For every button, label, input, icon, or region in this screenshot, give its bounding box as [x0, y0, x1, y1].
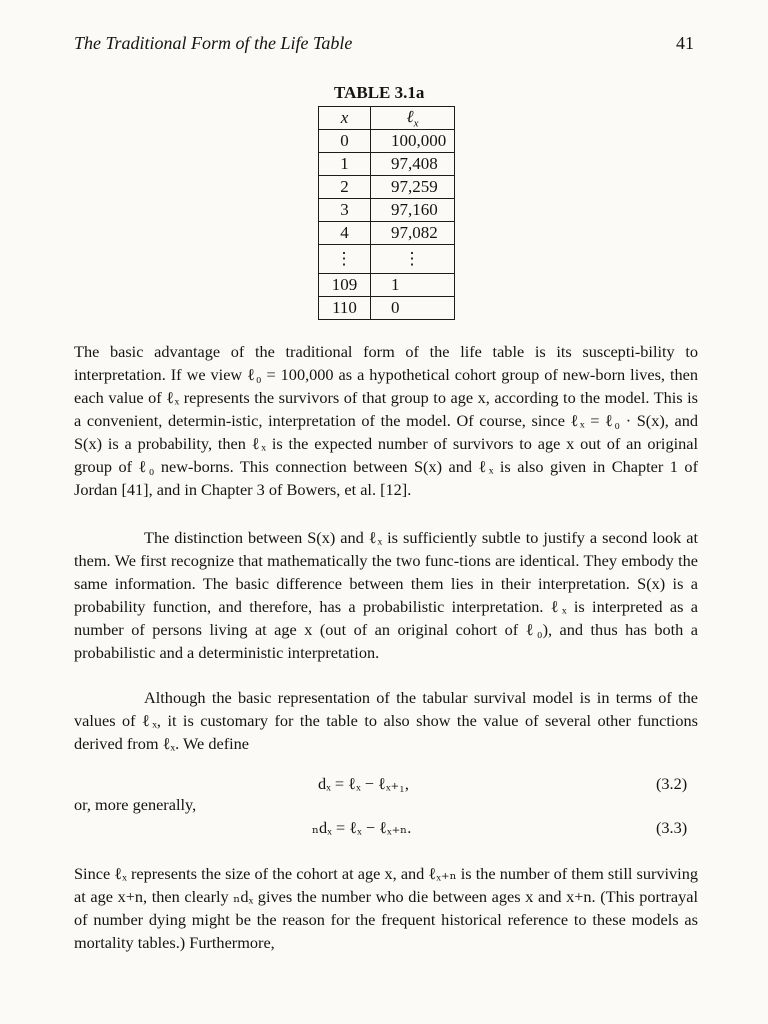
table-row-ellipsis	[319, 245, 455, 274]
cell-survivors: 1	[371, 274, 455, 297]
column-header-lx: ℓ$_x$	[371, 107, 455, 130]
paragraph-distinction: The distinction between S(x) and ℓₓ is sufficiently subtle to justify a second look at them. We first recognize that mathematically the two func-tions are identical. They embody the same information. The basic difference between them lies in their interpretation. S(x) is a probability function, and therefore, has a probabilistic interpretation. ℓₓ is interpreted as a number of persons living at age x (out of an original cohort of ℓ₀), and thus has both a probabilistic and a deterministic interpretation.	[74, 528, 698, 662]
paragraph-cohort: Since ℓₓ represents the size of the cohort at age x, and ℓₓ₊ₙ is the number of them still surviving at age x+n, then clearly ₙdₓ gives the number who die between ages x and x+n. (This portrayal of number dying might be the reason for the frequent historical reference to these models as mortality tables.) Furthermore,	[74, 864, 698, 952]
table-row	[319, 176, 455, 199]
paragraph-advantage: The basic advantage of the traditional form of the life table is its suscepti-bility to interpretation. If we view ℓ₀ = 100,000 as a hypothetical cohort group of new-born lives, then each value of ℓₓ represents the survivors of that group to age x, according to the model. This is a convenient, determin-istic, interpretation of the model. Of course, since ℓₓ = ℓ₀ · S(x), and S(x) is a probability, then ℓₓ is the expected number of survivors to age x out of an original group of ℓ₀ new-borns. This connection between S(x) and ℓₓ is also given in Chapter 1 of Jordan [41], and in Chapter 3 of Bowers, et al. [12].	[74, 342, 698, 499]
cell-age: 0	[319, 130, 371, 153]
cell-age: 2	[319, 176, 371, 199]
table-row	[319, 274, 455, 297]
equation-3-2: dₓ = ℓₓ − ℓₓ₊₁,	[318, 774, 409, 793]
column-header-x: x	[319, 107, 371, 130]
equation-number-3-2: (3.2)	[656, 774, 688, 793]
cell-age: 3	[319, 199, 371, 222]
life-table	[318, 106, 455, 320]
cell-survivors: 97,082	[371, 222, 455, 245]
cell-survivors: 0	[371, 297, 455, 320]
page-number: 41	[676, 33, 694, 53]
or-more-generally: or, more generally,	[74, 795, 197, 814]
cell-survivors: ⋮	[371, 245, 455, 274]
table-row	[319, 297, 455, 320]
cell-survivors: 97,259	[371, 176, 455, 199]
cell-age: 4	[319, 222, 371, 245]
table-row	[319, 130, 455, 153]
equation-3-3: ₙdₓ = ℓₓ − ℓₓ₊ₙ.	[312, 818, 412, 837]
cell-age: 1	[319, 153, 371, 176]
equation-number-3-3: (3.3)	[656, 818, 688, 837]
cell-age: 109	[319, 274, 371, 297]
running-header-title: The Traditional Form of the Life Table	[74, 33, 353, 53]
table-row	[319, 153, 455, 176]
table-caption: TABLE 3.1a	[334, 83, 425, 102]
cell-age: 110	[319, 297, 371, 320]
table-row	[319, 222, 455, 245]
paragraph-representation: Although the basic representation of the tabular survival model is in terms of the values of ℓₓ, it is customary for the table to also show the value of several other functions derived from ℓₓ. We define	[74, 688, 698, 753]
cell-survivors: 97,408	[371, 153, 455, 176]
cell-survivors: 100,000	[371, 130, 455, 153]
table-row	[319, 199, 455, 222]
cell-age: ⋮	[319, 245, 371, 274]
cell-survivors: 97,160	[371, 199, 455, 222]
